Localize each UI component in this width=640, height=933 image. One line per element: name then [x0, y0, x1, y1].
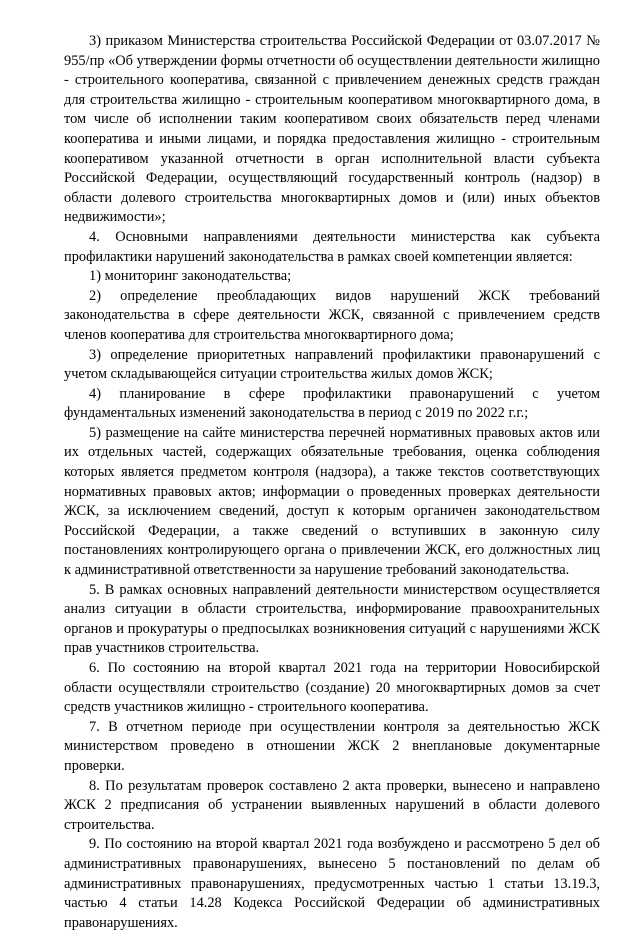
paragraph-construction-status: 6. По состоянию на второй квартал 2021 года на территории Новосибирской области осуществляли строительство (создание) 20 многоквартирных домов за счет средств участников жилищно - строительного кооператива.: [64, 660, 600, 716]
paragraph-order-955: 3) приказом Министерства строительства Российской Федерации от 03.07.2017 № 955/пр «Об утверждении формы отчетности об осуществлении деятельности жилищно - строительного кооператива, связанной с привлечением денежных средств граждан для строительства жилищно - строительным кооперативом многоквартирного дома, в том числе об исполнении таким кооперативом своих обязательств перед членами кооператива и иными лицами, и порядка предоставления жилищно - строительным кооперативом указанной отчетности в орган исполнительной власти субъекта Российской Федерации, осуществляющий государственный контроль (надзор) в области долевого строительства многоквартирных домов и (или) иных объектов недвижимости»;: [64, 33, 600, 226]
document-body: [64, 32, 600, 933]
paragraph-item-planning: 4) планирование в сфере профилактики правонарушений с учетом фундаментальных изменений законодательства в период с 2019 по 2022 г.г.;: [64, 385, 600, 422]
paragraph-situation-analysis: 5. В рамках основных направлений деятельности министерством осуществляется анализ ситуации в области строительства, информирование правоохранительных органов и прокуратуры о предпосылках возникновения ситуаций с нарушениями ЖСК прав участников строительства.: [64, 581, 600, 657]
paragraph-item-priority-directions: 3) определение приоритетных направлений профилактики правонарушений с учетом складывающейся ситуации строительства жилых домов ЖСК;: [64, 346, 600, 383]
paragraph-inspections: 7. В отчетном периоде при осуществлении контроля за деятельностью ЖСК министерством проведено в отношении ЖСК 2 внеплановые документарные проверки.: [64, 718, 600, 774]
paragraph-item-website-publication: 5) размещение на сайте министерства перечней нормативных правовых актов или их отдельных частей, содержащих обязательные требования, оценка соблюдения которых является предметом контроля (надзора), а также текстов соответствующих нормативных правовых актов; информации о проведенных проверках деятельности ЖСК, за исключением сведений, доступ к которым органичен законодательством Российской Федерации, а также сведений о вступивших в законную силу постановлениях контролирующего органа о привлечении ЖСК, его должностных лиц к административной ответственности за нарушение требований законодательства.: [64, 424, 600, 579]
paragraph-main-directions: 4. Основными направлениями деятельности министерства как субъекта профилактики нарушений законодательства в рамках своей компетенции является:: [64, 228, 600, 265]
paragraph-administrative-cases: 9. По состоянию на второй квартал 2021 года возбуждено и рассмотрено 5 дел об административных правонарушениях, вынесено 5 постановлений по делам об административных правонарушениях, предусмотренных частью 1 статьи 13.19.3, частью 4 статьи 14.28 Кодекса Российской Федерации об административных правонарушениях.: [64, 836, 600, 931]
paragraph-inspection-results: 8. По результатам проверок составлено 2 акта проверки, вынесено и направлено ЖСК 2 предписания об устранении выявленных нарушений в области долевого строительства.: [64, 777, 600, 833]
paragraph-item-violation-types: 2) определение преобладающих видов нарушений ЖСК требований законодательства в сфере деятельности ЖСК, связанной с привлечением средств членов кооператива для строительства многоквартирного дома;: [64, 287, 600, 343]
paragraph-item-monitoring: 1) мониторинг законодательства;: [89, 268, 292, 285]
